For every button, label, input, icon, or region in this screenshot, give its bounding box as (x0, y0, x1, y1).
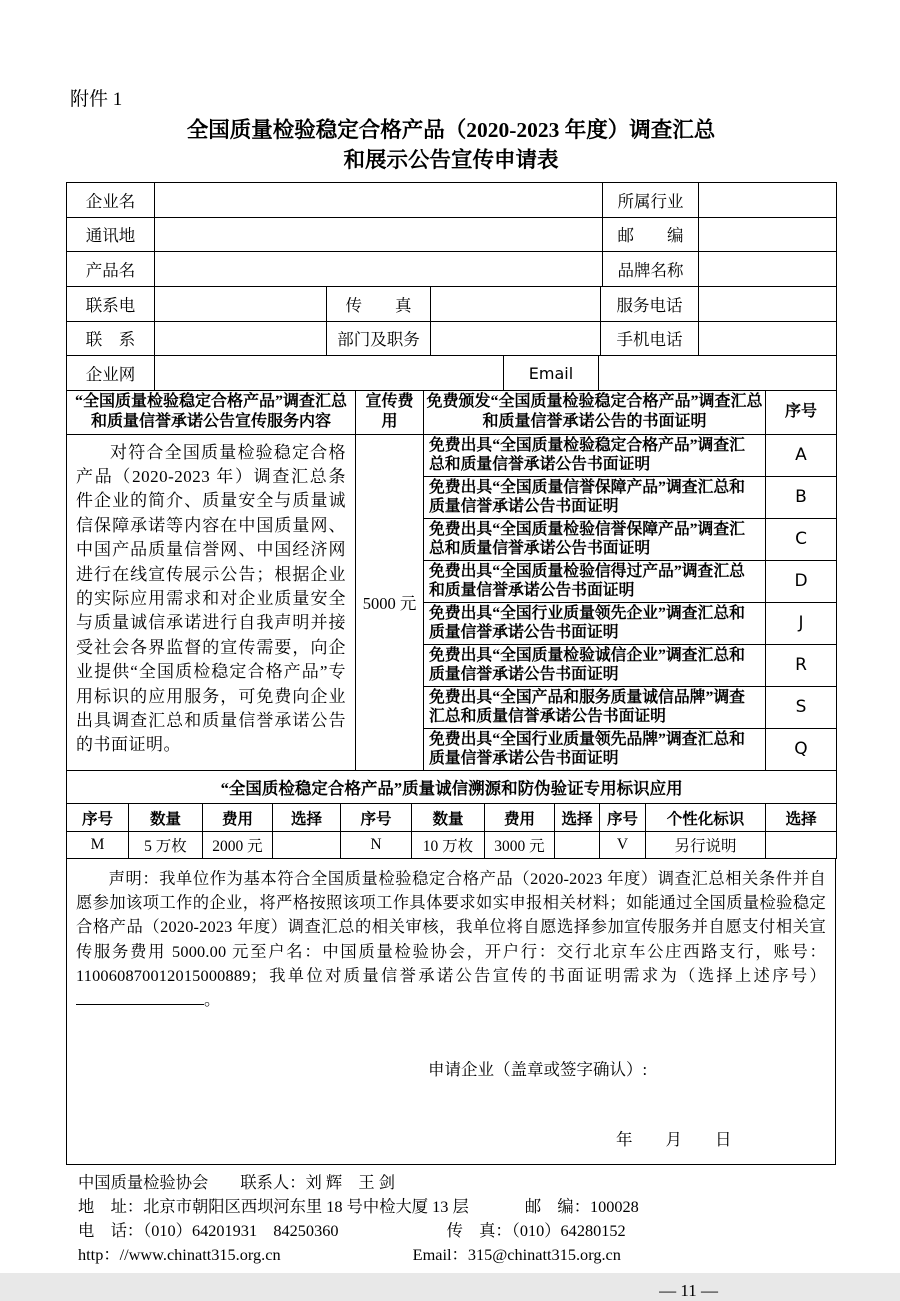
industry-input-cell (699, 183, 837, 218)
col-header: 数量 (412, 804, 485, 832)
certificate-text: 免费出具“全国行业质量领先企业”调查汇总和质量信誉承诺公告书面证明 (424, 602, 766, 644)
fee-value-cell: 5000 元 (356, 434, 424, 770)
declaration-row (67, 859, 836, 1165)
zip-label: 邮 编 (603, 217, 699, 252)
certificate-code: B (766, 476, 837, 518)
fee-value: 2000 元 (203, 832, 273, 859)
certificate-code: C (766, 518, 837, 560)
col-header: 序号 (67, 804, 129, 832)
col-header: 费用 (485, 804, 555, 832)
fax-label: 传 真 (327, 287, 431, 322)
table-row (67, 287, 837, 322)
choice-cell (555, 832, 600, 859)
fee-value: 3000 元 (485, 832, 555, 859)
label-value-row (67, 832, 837, 859)
phone-label: 联系电 (67, 287, 155, 322)
certificate-text: 免费出具“全国质量检验稳定合格产品”调查汇总和质量信誉承诺公告书面证明 (424, 434, 766, 476)
service-description: 对符合全国质量检验稳定合格产品（2020-2023 年）调查汇总条件企业的简介、质量安全与质量诚信保障承诺等内容在中国质量网、中国产品质量信誉网、中国经济网进行在线宣传展示公告；根据企业的实际应用需求和对企业质量安全与质量诚信承诺进行自我声明并接受社会各界监督的宣传需要，向企业提供“全国质检稳定合格产品”专用标识的应用服务，可免费向企业出具调查汇总和质量信誉承诺公告的书面证明。 (76, 442, 346, 755)
service-content-header: “全国质量检验稳定合格产品”调查汇总和质量信誉承诺公告宣传服务内容 (67, 391, 356, 434)
contact-label: 联 系 (67, 321, 155, 356)
table-row (67, 321, 837, 356)
phone-input-cell (155, 287, 327, 322)
email-label: Email (504, 356, 599, 391)
seq-value: N (341, 832, 412, 859)
custom-label-value: 另行说明 (646, 832, 766, 859)
col-header: 序号 (600, 804, 646, 832)
product-input-cell (155, 252, 603, 287)
col-header: 选择 (555, 804, 600, 832)
certificate-code: D (766, 560, 837, 602)
seq-header: 序号 (766, 391, 837, 434)
org-website: http：//www.chinatt315.org.cn (78, 1245, 281, 1265)
mobile-label: 手机电话 (601, 321, 699, 356)
certificate-code: J (766, 602, 837, 644)
service-section-table (66, 391, 837, 771)
seq-value: V (600, 832, 646, 859)
dept-input-cell (431, 321, 601, 356)
contact-input-cell (155, 321, 327, 356)
company-name-input-cell (155, 183, 603, 218)
footer-contact-block (78, 1171, 836, 1267)
table-row (67, 183, 837, 218)
page-title (66, 115, 836, 175)
label-application-table (66, 771, 837, 860)
service-phone-input-cell (699, 287, 837, 322)
service-header-row (67, 391, 837, 434)
certificate-text: 免费出具“全国产品和服务质量诚信品牌”调查汇总和质量信誉承诺公告书面证明 (424, 686, 766, 728)
footer-line-address (78, 1195, 836, 1219)
certificate-text: 免费出具“全国行业质量领先品牌”调查汇总和质量信誉承诺公告书面证明 (424, 728, 766, 770)
company-name-label: 企业名 (67, 183, 155, 218)
table-row (67, 217, 837, 252)
footer-line-org (78, 1171, 836, 1195)
declaration-cell (67, 859, 836, 1165)
certificate-code: S (766, 686, 837, 728)
footer-line-web (78, 1243, 836, 1267)
org-tel: 电 话：（010）64201931 84250360 (78, 1221, 339, 1241)
contact-persons: 联系人：刘 辉 王 剑 (240, 1173, 396, 1193)
org-fax: 传 真：（010）64280152 (446, 1221, 626, 1241)
footer-line-phone (78, 1219, 836, 1243)
certificate-text: 免费出具“全国质量检验信誉保障产品”调查汇总和质量信誉承诺公告书面证明 (424, 518, 766, 560)
col-header: 数量 (129, 804, 203, 832)
service-description-cell (67, 434, 356, 770)
address-label: 通讯地 (67, 217, 155, 252)
table-row (67, 356, 837, 391)
free-cert-header: 免费颁发“全国质量检验稳定合格产品”调查汇总和质量信誉承诺公告的书面证明 (424, 391, 766, 434)
dept-label: 部门及职务 (327, 321, 431, 356)
certificate-text: 免费出具“全国质量检验信得过产品”调查汇总和质量信誉承诺公告书面证明 (424, 560, 766, 602)
signature-label: 申请企业（盖章或签字确认）: (428, 1060, 648, 1080)
website-label: 企业网 (67, 356, 155, 391)
table-row (67, 252, 837, 287)
document-content (66, 84, 836, 1301)
industry-label: 所属行业 (603, 183, 699, 218)
col-header: 序号 (341, 804, 412, 832)
org-name: 中国质量检验协会 (78, 1173, 209, 1193)
certificate-text: 免费出具“全国质量信誉保障产品”调查汇总和质量信誉承诺公告书面证明 (424, 476, 766, 518)
fee-header: 宣传费用 (356, 391, 424, 434)
email-input-cell (599, 356, 837, 391)
org-email: Email：315@chinatt315.org.cn (412, 1245, 621, 1265)
seq-value: M (67, 832, 129, 859)
brand-label: 品牌名称 (603, 252, 699, 287)
certificate-text: 免费出具“全国质量检验诚信企业”调查汇总和质量信誉承诺公告书面证明 (424, 644, 766, 686)
fax-input-cell (431, 287, 601, 322)
service-phone-label: 服务电话 (601, 287, 699, 322)
company-info-table-c (66, 356, 837, 391)
col-header: 个性化标识 (646, 804, 766, 832)
declaration-text: 声明：我单位作为基本符合全国质量检验稳定合格产品（2020-2023 年度）调查汇总相关条件并自愿参加该项工作的企业，将严格按照该项工作具体要求如实申报相关材料；如能通过全国质量检验稳定合格产品（2020-2023 年度）调查汇总的相关审核，我单位将自愿选择参加宣传服务并自愿支付相关宣传服务费用 5000.00 元至户名：中国质量检验协会，开户行：交行北京车公庄西路支行，账号：110060870012015000889；我单位对质量信誉承诺公告宣传的书面证明需求为（选择上述序号）。 (76, 869, 826, 1010)
page-number: — 11 — (659, 1281, 718, 1301)
certificate-code: Q (766, 728, 837, 770)
choice-cell (766, 832, 837, 859)
col-header: 选择 (273, 804, 341, 832)
address-input-cell (155, 217, 603, 252)
certificate-code: A (766, 434, 837, 476)
certificate-code: R (766, 644, 837, 686)
attachment-label: 附件 1 (70, 89, 123, 110)
label-section-title-row (67, 771, 837, 804)
company-info-table-a (66, 182, 837, 287)
label-section-title: “全国质检稳定合格产品”质量诚信溯源和防伪验证专用标识应用 (67, 771, 837, 804)
brand-input-cell (699, 252, 837, 287)
org-zip: 邮 编：100028 (524, 1197, 639, 1217)
product-label: 产品名 (67, 252, 155, 287)
qty-value: 5 万枚 (129, 832, 203, 859)
company-info-table-b (66, 287, 837, 357)
qty-value: 10 万枚 (412, 832, 485, 859)
fill-in-blank-line (76, 991, 204, 1005)
label-header-row (67, 804, 837, 832)
zip-input-cell (699, 217, 837, 252)
title-line-2: 和展示公告宣传申请表 (343, 148, 559, 172)
col-header: 选择 (766, 804, 837, 832)
website-input-cell (155, 356, 504, 391)
title-line-1: 全国质量检验稳定合格产品（2020-2023 年度）调查汇总 (186, 118, 716, 142)
mobile-input-cell (699, 321, 837, 356)
choice-cell (273, 832, 341, 859)
org-address: 地 址：北京市朝阳区西坝河东里 18 号中检大厦 13 层 (78, 1197, 469, 1217)
certificate-row (67, 434, 837, 476)
date-line: 年 月 日 (616, 1130, 732, 1150)
col-header: 费用 (203, 804, 273, 832)
declaration-table (66, 859, 836, 1165)
